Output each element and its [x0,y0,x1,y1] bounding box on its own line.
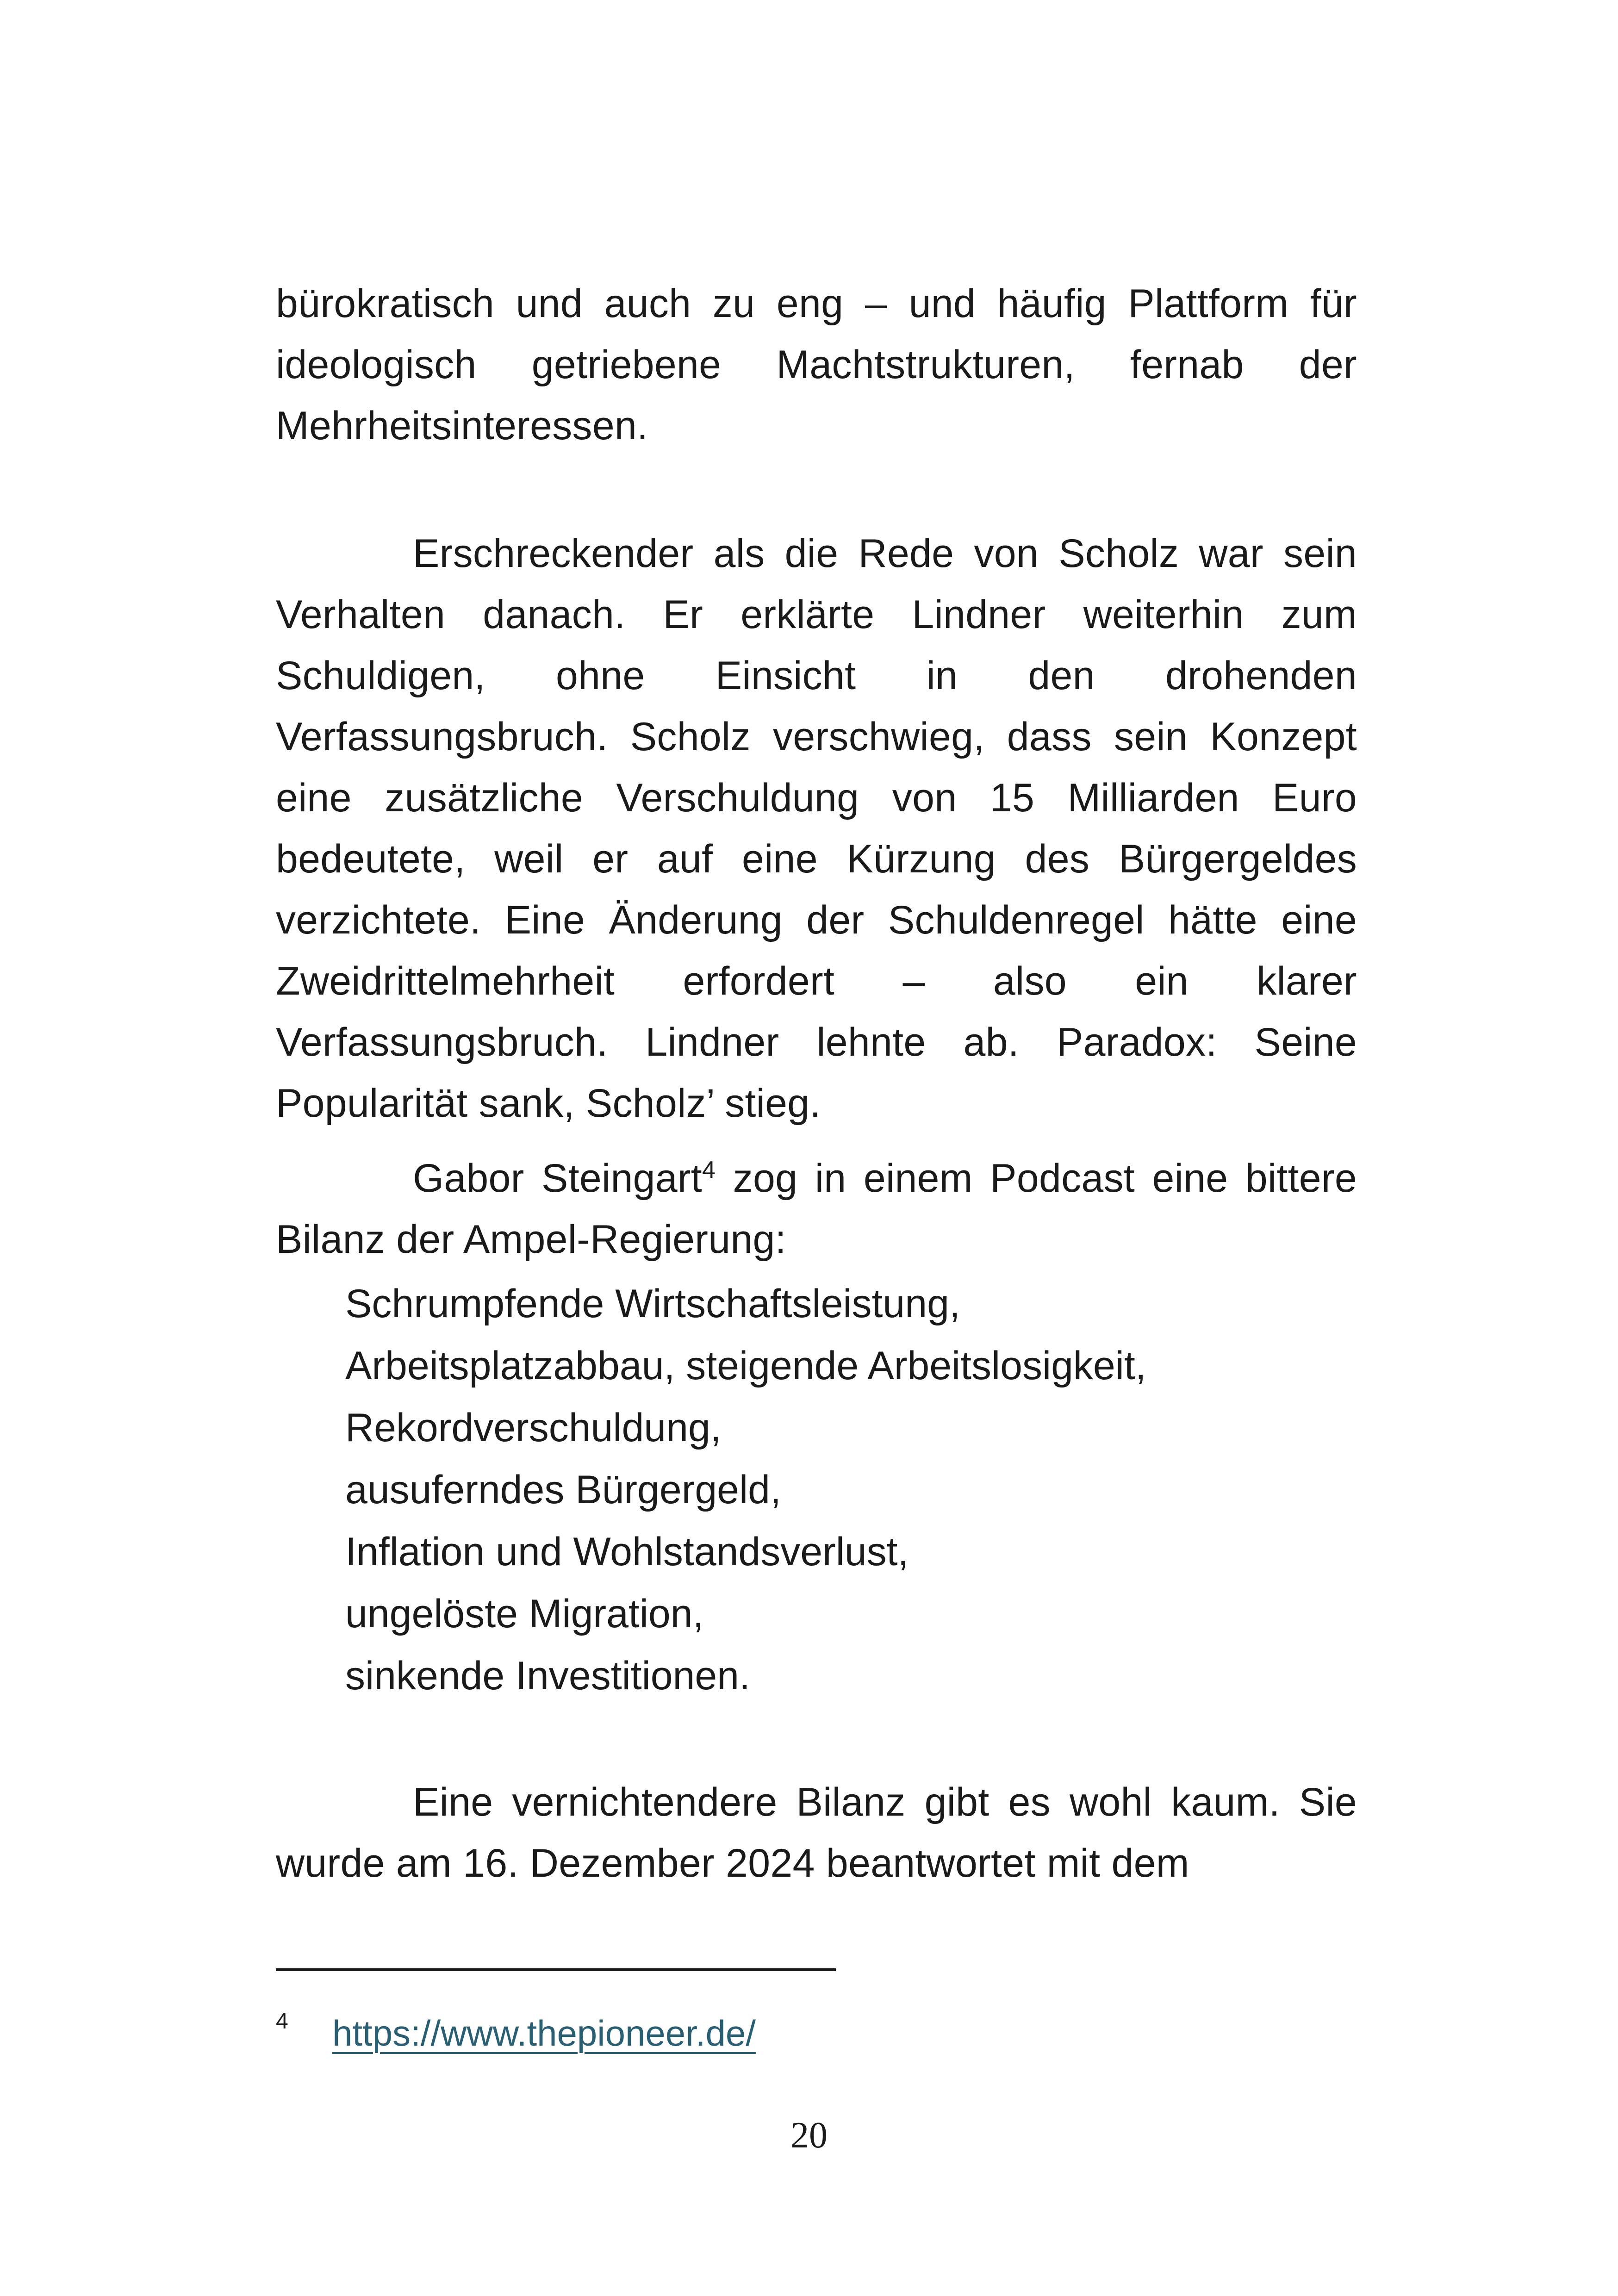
body-paragraph: Eine vernichtendere Bilanz gibt es wohl kaum. Sie wurde am 16. Dezember 2024 beantwortet mit dem [276,1780,1357,1885]
balance-list [345,1273,1146,1707]
paragraph-text: zog in einem Podcast eine bittere Bilanz der Ampel-Regierung: [276,1156,1357,1262]
list-item: Rekordverschuldung, [345,1406,722,1450]
list-item: ungelöste Migration, [345,1592,704,1636]
page-number: 20 [790,2115,828,2156]
footnote-link[interactable]: https://www.thepioneer.de/ [332,2013,756,2053]
footnote-separator [276,1968,836,1971]
footnote-reference[interactable]: 4 [702,1157,716,1183]
list-item: ausuferndes Bürgergeld, [345,1468,781,1512]
list-item: Arbeitsplatzabbau, steigende Arbeitslosigkeit, [345,1344,1146,1388]
list-item: Inflation und Wohlstandsverlust, [345,1530,909,1574]
list-item: Schrumpfende Wirtschaftsleistung, [345,1282,960,1326]
body-paragraph: bürokratisch und auch zu eng – und häufig Plattform für ideologisch getriebene Machtstrukturen, fernab der Mehrheitsinteressen. [276,281,1357,448]
footnote-number: 4 [276,2009,288,2034]
list-item: sinkende Investitionen. [345,1654,750,1698]
body-paragraph [276,1148,1357,1270]
body-paragraph: Erschreckender als die Rede von Scholz war sein Verhalten danach. Er erklärte Lindner weiterhin zum Schuldigen, ohne Einsicht in den drohenden Verfassungsbruch. Scholz verschwieg, dass sein Konzept eine zusätzliche Verschuldung von 15 Milliarden Euro bedeutete, weil er auf eine Kürzung des Bürgergeldes verzichtete. Eine Änderung der Schuldenregel hätte eine Zweidrittelmehrheit erfordert – also ein klarer Verfassungsbruch. Lindner lehnte ab. Paradox: Seine Popularität sank, Scholz’ stieg. [276,531,1357,1126]
paragraph-text: Gabor Steingart [413,1156,702,1201]
